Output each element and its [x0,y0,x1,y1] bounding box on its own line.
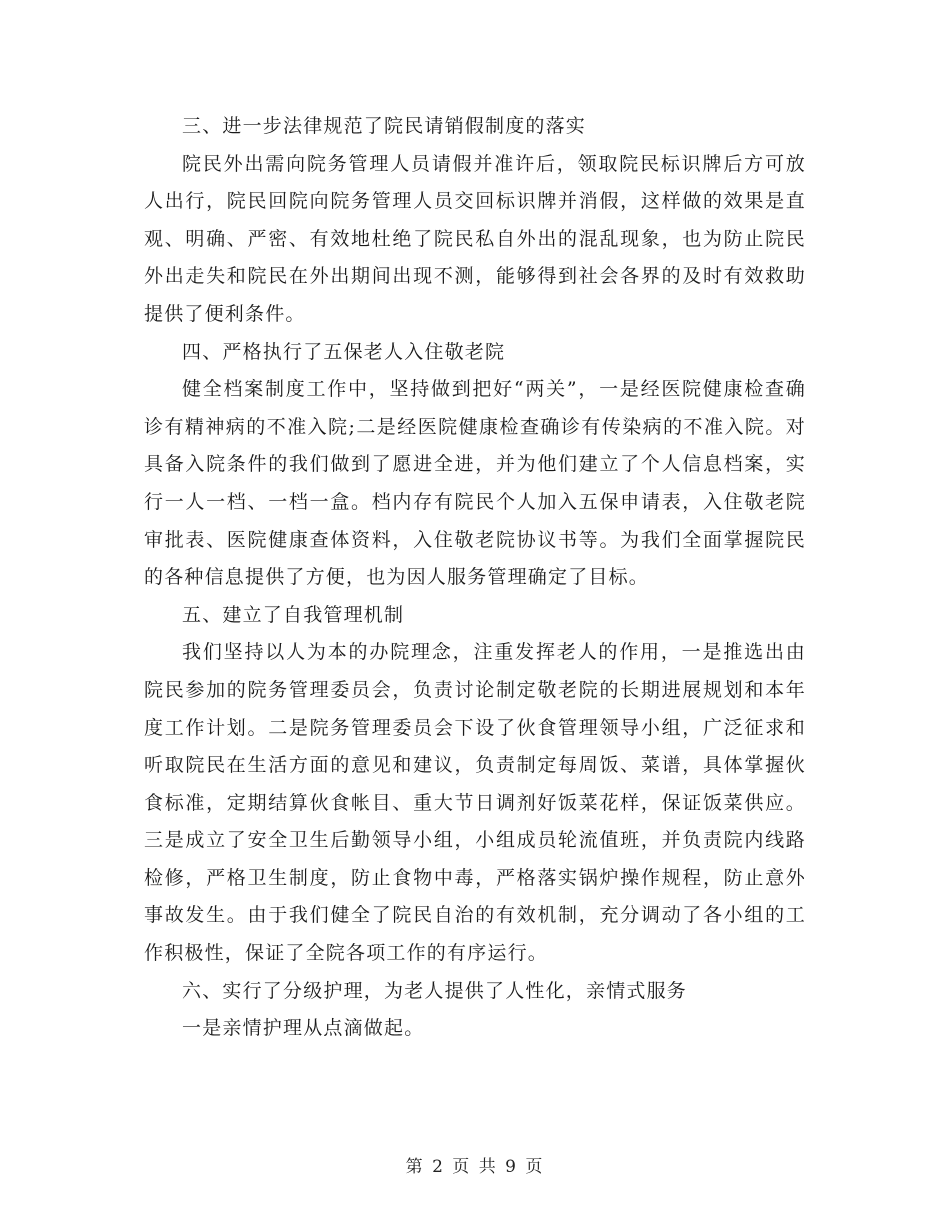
section-paragraph-5: 我们坚持以人为本的办院理念，注重发挥老人的作用，一是推选出由院民参加的院务管理委员会，负责讨论制定敬老院的长期进展规划和本年度工作计划。二是院务管理委员会下设了伙食管理领导小组，广泛征求和听取院民在生活方面的意见和建议，负责制定每周饭、菜谱，具体掌握伙食标准，定期结算伙食帐目、重大节日调剂好饭菜花样，保证饭菜供应。三是成立了安全卫生后勤领导小组，小组成员轮流值班，并负责院内线路检修，严格卫生制度，防止食物中毒，严格落实锅炉操作规程，防止意外事故发生。由于我们健全了院民自治的有效机制，充分调动了各小组的工作积极性，保证了全院各项工作的有序运行。 [144,641,806,965]
document-body [144,108,806,1048]
section-heading-6: 六、实行了分级护理，为老人提供了人性化，亲情式服务 [182,979,688,1002]
section-heading-5: 五、建立了自我管理机制 [182,603,405,626]
section-heading-3: 三、进一步法律规范了院民请销假制度的落实 [182,115,587,137]
section-heading-4: 四、严格执行了五保老人入住敬老院 [182,340,506,363]
section-paragraph-3: 院民外出需向院务管理人员请假并准许后，领取院民标识牌后方可放人出行，院民回院向院务管理人员交回标识牌并消假，这样做的效果是直观、明确、严密、有效地杜绝了院民私自外出的混乱现象，也为防止院民外出走失和院民在外出期间出现不测，能够得到社会各界的及时有效救助提供了便利条件。 [144,152,806,325]
section-paragraph-4: 健全档案制度工作中，坚持做到把好“两关”，一是经医院健康检查确诊有精神病的不准入院;二是经医院健康检查确诊有传染病的不准入院。对具备入院条件的我们做到了愿进全进，并为他们建立了个人信息档案，实行一人一档、一档一盒。档内存有院民个人加入五保申请表，入住敬老院审批表、医院健康查体资料，入住敬老院协议书等。为我们全面掌握院民的各种信息提供了方便，也为因人服务管理确定了目标。 [144,378,806,589]
section-paragraph-6: 一是亲情护理从点滴做起。 [182,1017,425,1040]
page-number-footer: 第 2 页 共 9 页 [405,1157,545,1177]
